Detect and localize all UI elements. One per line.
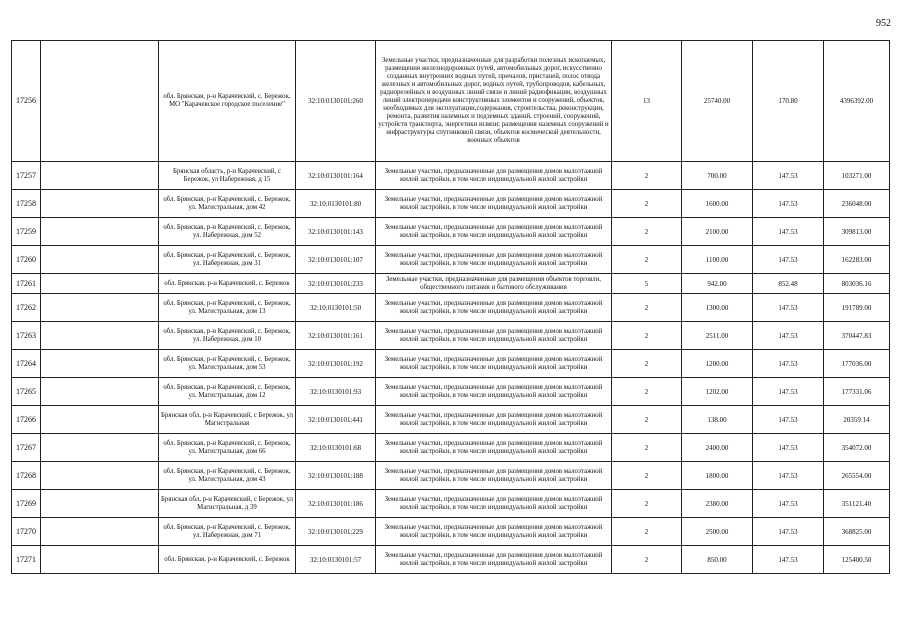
address-cell: обл. Брянская, р-н Карачевский, с. Бережок, ул. Магистральная, дом 43 <box>159 462 296 490</box>
address-cell: обл. Брянская, р-н Карачевский, с. Бережок, ул. Набережная, дом 71 <box>159 518 296 546</box>
cadastral-number-cell: 32:10:0130101:441 <box>296 406 376 434</box>
row-number-cell: 17256 <box>12 41 41 162</box>
row-number-cell: 17259 <box>12 218 41 246</box>
cadastral-number-cell: 32:10:0130101:143 <box>296 218 376 246</box>
table-row <box>12 190 890 218</box>
area-cell: 2100.00 <box>682 218 753 246</box>
address-cell: обл. Брянская, р-н Карачевский, с. Бережок <box>159 274 296 294</box>
land-use-cell: Земельные участки, предназначенные для размещения домов малоэтажной жилой застройки, в том числе индивидуальной жилой застройки <box>376 162 612 190</box>
specific-value-cell: 147.53 <box>753 322 824 350</box>
specific-value-cell: 147.53 <box>753 546 824 574</box>
land-use-cell: Земельные участки, предназначенные для размещения домов малоэтажной жилой застройки, в том числе индивидуальной жилой застройки <box>376 546 612 574</box>
land-use-cell: Земельные участки, предназначенные для размещения домов малоэтажной жилой застройки, в том числе индивидуальной жилой застройки <box>376 406 612 434</box>
land-use-cell: Земельные участки, предназначенные для размещения домов малоэтажной жилой застройки, в том числе индивидуальной жилой застройки <box>376 350 612 378</box>
specific-value-cell: 147.53 <box>753 294 824 322</box>
cadastral-number-cell: 32:10:0130101:233 <box>296 274 376 294</box>
page-number: 952 <box>876 18 891 29</box>
land-use-cell: Земельные участки, предназначенные для размещения домов малоэтажной жилой застройки, в том числе индивидуальной жилой застройки <box>376 434 612 462</box>
row-number-cell: 17260 <box>12 246 41 274</box>
address-cell: Брянская область, р-н Карачевский, с Бережок, ул Набережная, д 15 <box>159 162 296 190</box>
address-cell: обл. Брянская, р-н Карачевский, с. Бережок, ул. Магистральная, дом 13 <box>159 294 296 322</box>
cadastral-number-cell: 32:10:0130101:186 <box>296 490 376 518</box>
land-use-cell: Земельные участки, предназначенные для размещения домов малоэтажной жилой застройки, в том числе индивидуальной жилой застройки <box>376 218 612 246</box>
cadastral-number-cell: 32:10:0130101:229 <box>296 518 376 546</box>
use-group-cell: 2 <box>612 462 682 490</box>
cadastral-number-cell: 32:10:0130101:93 <box>296 378 376 406</box>
land-use-cell: Земельные участки, предназначенные для размещения объектов торговли, общественного питания и бытового обслуживания <box>376 274 612 294</box>
land-use-cell: Земельные участки, предназначенные для размещения домов малоэтажной жилой застройки, в том числе индивидуальной жилой застройки <box>376 294 612 322</box>
address-cell: обл. Брянская, р-н Карачевский, с. Бережок, ул. Магистральная, дом 42 <box>159 190 296 218</box>
cadastral-number-cell: 32:10:0130101:192 <box>296 350 376 378</box>
specific-value-cell: 147.53 <box>753 350 824 378</box>
area-cell: 700.00 <box>682 162 753 190</box>
area-cell: 1100.00 <box>682 246 753 274</box>
blank-cell <box>41 378 159 406</box>
use-group-cell: 2 <box>612 490 682 518</box>
specific-value-cell: 147.53 <box>753 378 824 406</box>
row-number-cell: 17261 <box>12 274 41 294</box>
row-number-cell: 17271 <box>12 546 41 574</box>
land-use-cell: Земельные участки, предназначенные для разработки полезных ископаемых, размещения железнодорожных путей, автомобильных дорог, искусственно созданных внутренних водных путей, причалов, пристаней, полос отвода железных и автомобильных дорог, водных путей, трубопроводов, кабельных, радиорелейных и воздушных линий связи и линий радиофикации, воздушных линий электропередачи конструктивных элементов и сооружений, объектов, необходимых для эксплуатации,содержания, строительства, реконструкции, ремонта, развития наземных и подземных зданий, строений, сооружений, устройств транспорта, энергетики исвязи; размещения наземных сооружений и инфраструктуры спутниковой связи, объектов космической деятельности, военных объектов <box>376 41 612 162</box>
cadastral-number-cell: 32:10:0130101:260 <box>296 41 376 162</box>
land-use-cell: Земельные участки, предназначенные для размещения домов малоэтажной жилой застройки, в том числе индивидуальной жилой застройки <box>376 190 612 218</box>
cadastral-value-cell: 351121.40 <box>824 490 890 518</box>
row-number-cell: 17269 <box>12 490 41 518</box>
specific-value-cell: 147.53 <box>753 490 824 518</box>
blank-cell <box>41 274 159 294</box>
address-cell: обл. Брянская, р-н Карачевский, с. Бережок, ул. Магистральная, дом 12 <box>159 378 296 406</box>
table-body <box>12 41 890 574</box>
table-row <box>12 406 890 434</box>
specific-value-cell: 147.53 <box>753 246 824 274</box>
address-cell: обл. Брянская, р-н Карачевский, с. Бережок <box>159 546 296 574</box>
address-cell: обл. Брянская, р-н Карачевский, с. Бережок, ул. Магистральная, дом 66 <box>159 434 296 462</box>
land-use-cell: Земельные участки, предназначенные для размещения домов малоэтажной жилой застройки, в том числе индивидуальной жилой застройки <box>376 490 612 518</box>
area-cell: 1300.00 <box>682 294 753 322</box>
table-row <box>12 378 890 406</box>
area-cell: 1600.00 <box>682 190 753 218</box>
row-number-cell: 17264 <box>12 350 41 378</box>
cadastral-value-cell: 177036.00 <box>824 350 890 378</box>
address-cell: Брянская обл, р-н Карачевский, с Бережок, ул Магистральная, д 39 <box>159 490 296 518</box>
cadastral-value-cell: 309813.00 <box>824 218 890 246</box>
land-use-cell: Земельные участки, предназначенные для размещения домов малоэтажной жилой застройки, в том числе индивидуальной жилой застройки <box>376 246 612 274</box>
cadastral-value-cell: 162283.00 <box>824 246 890 274</box>
blank-cell <box>41 41 159 162</box>
specific-value-cell: 147.53 <box>753 218 824 246</box>
specific-value-cell: 147.53 <box>753 518 824 546</box>
blank-cell <box>41 190 159 218</box>
area-cell: 2380.00 <box>682 490 753 518</box>
table-row <box>12 490 890 518</box>
area-cell: 1800.00 <box>682 462 753 490</box>
specific-value-cell: 147.53 <box>753 190 824 218</box>
cadastral-number-cell: 32:10:0130101:57 <box>296 546 376 574</box>
use-group-cell: 2 <box>612 246 682 274</box>
use-group-cell: 2 <box>612 378 682 406</box>
area-cell: 1202.00 <box>682 378 753 406</box>
blank-cell <box>41 350 159 378</box>
row-number-cell: 17265 <box>12 378 41 406</box>
row-number-cell: 17263 <box>12 322 41 350</box>
table-row <box>12 246 890 274</box>
cadastral-number-cell: 32:10:0130101:161 <box>296 322 376 350</box>
blank-cell <box>41 490 159 518</box>
table-row <box>12 350 890 378</box>
address-cell: обл. Брянская, р-н Карачевский, с. Бережок, ул. Набережная, дом 52 <box>159 218 296 246</box>
table-row <box>12 546 890 574</box>
land-use-cell: Земельные участки, предназначенные для размещения домов малоэтажной жилой застройки, в том числе индивидуальной жилой застройки <box>376 322 612 350</box>
area-cell: 1200.00 <box>682 350 753 378</box>
cadastral-value-cell: 803036.16 <box>824 274 890 294</box>
blank-cell <box>41 218 159 246</box>
land-use-cell: Земельные участки, предназначенные для размещения домов малоэтажной жилой застройки, в том числе индивидуальной жилой застройки <box>376 378 612 406</box>
blank-cell <box>41 406 159 434</box>
address-cell: обл. Брянская, р-н Карачевский, с. Бережок, МО "Карачевское городское поселение" <box>159 41 296 162</box>
row-number-cell: 17266 <box>12 406 41 434</box>
cadastral-value-cell: 368825.00 <box>824 518 890 546</box>
cadastral-value-cell: 20359.14 <box>824 406 890 434</box>
cadastral-value-cell: 103271.00 <box>824 162 890 190</box>
use-group-cell: 2 <box>612 546 682 574</box>
area-cell: 942.00 <box>682 274 753 294</box>
area-cell: 2511.00 <box>682 322 753 350</box>
land-cadastre-table <box>11 40 890 574</box>
table-row <box>12 322 890 350</box>
specific-value-cell: 852.48 <box>753 274 824 294</box>
address-cell: обл. Брянская, р-н Карачевский, с. Бережок, ул. Магистральная, дом 53 <box>159 350 296 378</box>
blank-cell <box>41 546 159 574</box>
use-group-cell: 2 <box>612 406 682 434</box>
cadastral-number-cell: 32:10:0130101:164 <box>296 162 376 190</box>
cadastral-number-cell: 32:10:0130101:50 <box>296 294 376 322</box>
land-use-cell: Земельные участки, предназначенные для размещения домов малоэтажной жилой застройки, в том числе индивидуальной жилой застройки <box>376 462 612 490</box>
cadastral-value-cell: 177331.06 <box>824 378 890 406</box>
cadastral-value-cell: 370447.83 <box>824 322 890 350</box>
cadastral-number-cell: 32:10:0130101:80 <box>296 190 376 218</box>
address-cell: обл. Брянская, р-н Карачевский, с. Бережок, ул. Набережная, дом 31 <box>159 246 296 274</box>
land-use-cell: Земельные участки, предназначенные для размещения домов малоэтажной жилой застройки, в том числе индивидуальной жилой застройки <box>376 518 612 546</box>
use-group-cell: 5 <box>612 274 682 294</box>
blank-cell <box>41 294 159 322</box>
cadastral-number-cell: 32:10:0130101:107 <box>296 246 376 274</box>
cadastral-value-cell: 236048.00 <box>824 190 890 218</box>
specific-value-cell: 147.53 <box>753 434 824 462</box>
table-row <box>12 274 890 294</box>
area-cell: 850.00 <box>682 546 753 574</box>
table-row <box>12 41 890 162</box>
row-number-cell: 17258 <box>12 190 41 218</box>
blank-cell <box>41 434 159 462</box>
specific-value-cell: 147.53 <box>753 162 824 190</box>
table-row <box>12 294 890 322</box>
use-group-cell: 2 <box>612 190 682 218</box>
blank-cell <box>41 322 159 350</box>
table-row <box>12 462 890 490</box>
cadastral-value-cell: 4396392.00 <box>824 41 890 162</box>
row-number-cell: 17262 <box>12 294 41 322</box>
table-row <box>12 518 890 546</box>
table-row <box>12 218 890 246</box>
cadastral-value-cell: 191789.00 <box>824 294 890 322</box>
use-group-cell: 2 <box>612 162 682 190</box>
table-row <box>12 162 890 190</box>
specific-value-cell: 170.80 <box>753 41 824 162</box>
specific-value-cell: 147.53 <box>753 462 824 490</box>
use-group-cell: 2 <box>612 294 682 322</box>
blank-cell <box>41 162 159 190</box>
cadastral-number-cell: 32:10:0130101:68 <box>296 434 376 462</box>
use-group-cell: 2 <box>612 218 682 246</box>
blank-cell <box>41 246 159 274</box>
use-group-cell: 2 <box>612 322 682 350</box>
row-number-cell: 17268 <box>12 462 41 490</box>
blank-cell <box>41 462 159 490</box>
cadastral-value-cell: 125400.50 <box>824 546 890 574</box>
area-cell: 2400.00 <box>682 434 753 462</box>
table-row <box>12 434 890 462</box>
area-cell: 138.00 <box>682 406 753 434</box>
row-number-cell: 17267 <box>12 434 41 462</box>
cadastral-value-cell: 265554.00 <box>824 462 890 490</box>
use-group-cell: 13 <box>612 41 682 162</box>
address-cell: обл. Брянская, р-н Карачевский, с. Бережок, ул. Набережная, дом 10 <box>159 322 296 350</box>
row-number-cell: 17257 <box>12 162 41 190</box>
use-group-cell: 2 <box>612 350 682 378</box>
address-cell: Брянская обл, р-н Карачевский, с Бережок, ул Магистральная <box>159 406 296 434</box>
specific-value-cell: 147.53 <box>753 406 824 434</box>
area-cell: 2500.00 <box>682 518 753 546</box>
use-group-cell: 2 <box>612 434 682 462</box>
area-cell: 25740.00 <box>682 41 753 162</box>
use-group-cell: 2 <box>612 518 682 546</box>
cadastral-number-cell: 32:10:0130101:188 <box>296 462 376 490</box>
cadastral-value-cell: 354072.00 <box>824 434 890 462</box>
row-number-cell: 17270 <box>12 518 41 546</box>
blank-cell <box>41 518 159 546</box>
